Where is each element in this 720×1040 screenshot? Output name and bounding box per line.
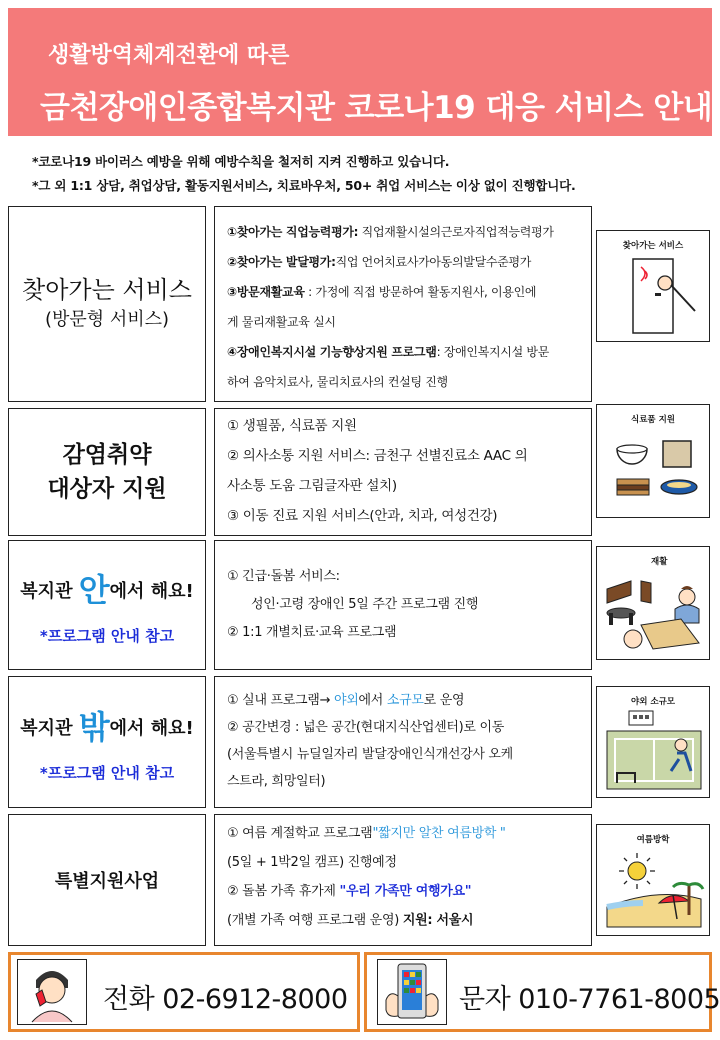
special-support-description [214, 814, 592, 946]
door-knock-icon [596, 230, 710, 342]
program-guide-note: *프로그램 안내 참고 [39, 763, 175, 782]
image-caption: 재활 [651, 557, 668, 567]
special-support-title: 특별지원사업 [54, 871, 160, 892]
special-support-label [8, 814, 206, 946]
notice-line: *그 외 1:1 상담, 취업상담, 활동지원서비스, 치료바우처, 50+ 취업 서비스는 이상 없이 진행합니다. [32, 178, 576, 193]
phone-number: 전화 02-6912-8000 [103, 984, 348, 1015]
description-line: ① 긴급·돌봄 서비스: [227, 569, 340, 584]
phone-contact[interactable] [8, 952, 360, 1032]
description-line: ② 의사소통 지원 서비스: 금천구 선별진료소 AAC 의 [227, 448, 528, 464]
notice-text [32, 150, 576, 198]
outside-programs-label [8, 676, 206, 808]
description-line: (개별 가족 여행 프로그램 운영) 지원: 서울시 [227, 913, 474, 928]
visiting-service-subtitle: (방문형 서비스) [44, 309, 170, 330]
rehabilitation-icon [596, 546, 710, 660]
visiting-service-description [214, 206, 592, 402]
outside-programs-title: 복지관 밖에서 해요! [20, 707, 194, 746]
description-line: ② 공간변경 : 넓은 공간(현대지식산업센터)로 이동 [227, 720, 505, 735]
description-line: 게 물리재활교육 실시 [227, 315, 336, 329]
header-subtitle: 생활방역체계전환에 따른 [48, 43, 290, 68]
description-line: (서울특별시 뉴딜일자리 발달장애인식개선강사 오케 [227, 747, 513, 762]
description-line: (5일 + 1박2일 캠프) 진행예정 [227, 855, 397, 870]
description-line: ① 실내 프로그램→ 야외에서 소규모로 운영 [227, 693, 465, 708]
description-line: ①찾아가는 직업능력평가: 직업재활시설의근로자직업적능력평가 [227, 225, 554, 239]
food-support-icon [596, 404, 710, 518]
description-line: ② 1:1 개별치료·교육 프로그램 [227, 625, 397, 640]
description-line: ③방문재활교육 : 가정에 직접 방문하여 활동지원사, 이용인에 [227, 285, 537, 299]
vulnerable-support-label [8, 408, 206, 536]
description-line: ④장애인복지시설 기능향상지원 프로그램: 장애인복지시설 방문 [227, 345, 549, 359]
description-line: ① 생필품, 식료품 지원 [227, 418, 357, 434]
image-caption: 식료품 지원 [630, 415, 675, 425]
mobile-phone-icon [377, 959, 447, 1025]
vulnerable-title-line: 감염취약 [62, 442, 152, 468]
page-title: 금천장애인종합복지관 코로나19 대응 서비스 안내 [40, 90, 713, 126]
outdoor-small-group-icon [596, 686, 710, 798]
program-guide-note: *프로그램 안내 참고 [39, 626, 175, 645]
description-line: ① 여름 계절학교 프로그램"짧지만 알찬 여름방학 " [227, 826, 506, 841]
image-caption: 찾아가는 서비스 [622, 241, 684, 251]
inside-programs-title: 복지관 안에서 해요! [20, 570, 194, 609]
description-line: 스트라, 희망일터) [227, 774, 326, 789]
sms-number: 문자 010-7761-8005 [459, 984, 720, 1015]
vulnerable-support-description [214, 408, 592, 536]
description-line: 하여 음악치료사, 물리치료사의 컨설팅 진행 [227, 375, 448, 389]
summer-vacation-icon [596, 824, 710, 936]
vulnerable-title-line: 대상자 지원 [47, 476, 167, 502]
phone-call-icon [17, 959, 87, 1025]
description-line: ②찾아가는 발달평가:직업 언어치료사가아동의발달수준평가 [227, 255, 532, 269]
inside-programs-label [8, 540, 206, 670]
inside-programs-description [214, 540, 592, 670]
visiting-service-label [8, 206, 206, 402]
visiting-service-title: 찾아가는 서비스 [22, 276, 192, 304]
image-caption: 여름방학 [636, 835, 670, 845]
outside-programs-description [214, 676, 592, 808]
notice-line: *코로나19 바이러스 예방을 위해 예방수칙을 철저히 지켜 진행하고 있습니다. [32, 154, 450, 169]
description-line: 사소통 도움 그림글자판 설치) [227, 478, 397, 494]
image-caption: 야외 소규모 [630, 697, 675, 707]
sms-contact[interactable] [364, 952, 720, 1032]
description-line: 성인·고령 장애인 5일 주간 프로그램 진행 [251, 597, 479, 612]
description-line: ② 돌봄 가족 휴가제 "우리 가족만 여행가요" [227, 884, 472, 899]
header-banner [8, 8, 712, 136]
description-line: ③ 이동 진료 지원 서비스(안과, 치과, 여성건강) [227, 508, 498, 524]
